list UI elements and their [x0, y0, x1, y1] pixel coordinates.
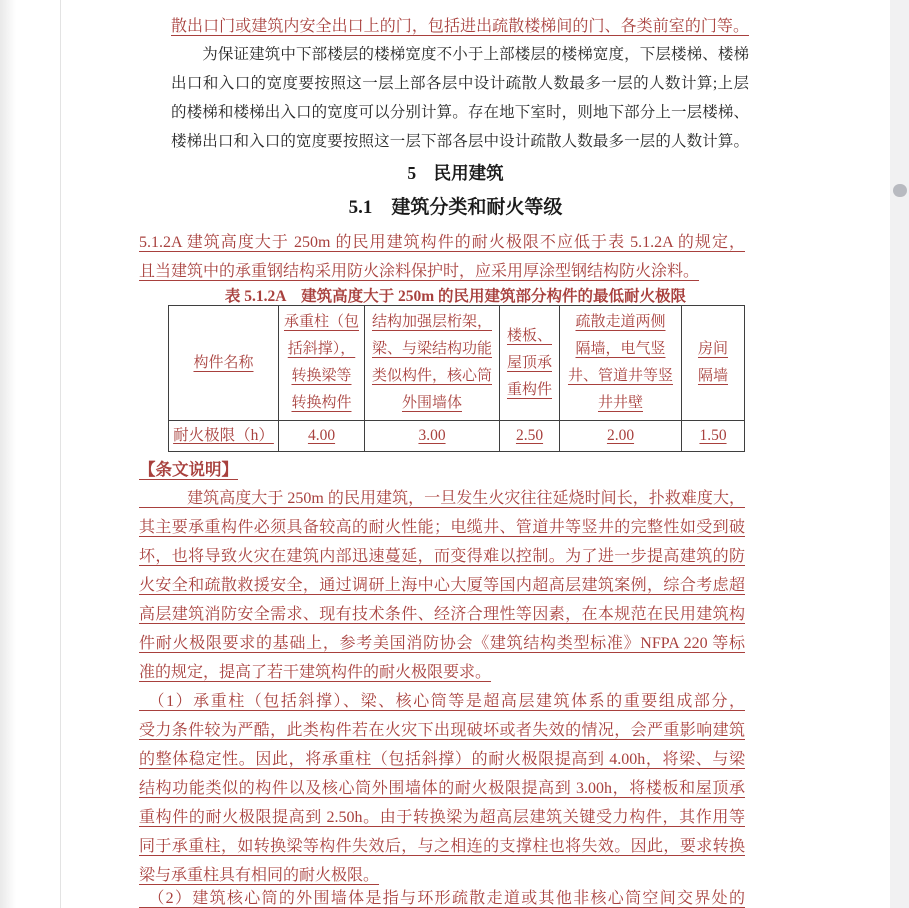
clause-5-1-2A-text	[139, 228, 745, 286]
text-line: 转换构件	[291, 395, 352, 411]
text-line: 件耐火极限要求的基础上，参考美国消防协会《建筑结构类型标准》NFPA 220 等标	[139, 635, 745, 652]
text-line: 出口和入口的宽度要按照这一层上部各层中设计疏散人数最多一层的人数计算;上层	[171, 75, 749, 92]
text-line: 的楼梯和楼梯出入口的宽度可以分别计算。存在地下室时，则地下部分上一层楼梯、	[171, 104, 749, 121]
text-line: 散出口门或建筑内安全出口上的门，包括进出疏散楼梯间的门、各类前室的门等。	[171, 18, 749, 35]
text-line: 的整体稳定性。因此，将承重柱（包括斜撑）的耐火极限提高到 4.00h，将梁、与梁	[139, 751, 745, 768]
table-value-cell: 4.00	[279, 421, 365, 451]
text-line: （2）建筑核心筒的外围墙体是指与环形疏散走道或其他非核心筒空间交界处的	[139, 890, 745, 907]
text-line: 外围墙体	[401, 395, 462, 411]
commentary-paragraph-3	[139, 884, 745, 908]
table-header-cell-corridor-shaft-wall	[560, 306, 682, 421]
text-line: 楼梯出口和入口的宽度要按照这一层下部各层中设计疏散人数最多一层的人数计算。	[171, 133, 749, 150]
text-line: 承重柱（包	[283, 314, 359, 330]
text-line: 坏，也将导致火灾在建筑内部迅速蔓延，而变得难以控制。为了进一步提高建筑的防	[139, 548, 745, 565]
text-line: 梁与承重柱具有相同的耐火极限。	[139, 867, 380, 884]
body-paragraph	[171, 40, 749, 156]
table-value-cell: 1.50	[699, 427, 727, 444]
text-line: 构件名称	[193, 354, 254, 371]
table-title: 表 5.1.2A 建筑高度大于 250m 的民用建筑部分构件的最低耐火极限	[224, 288, 687, 305]
page-edge-shadow	[0, 0, 16, 908]
table-row-label: 耐火极限（h）	[169, 421, 279, 451]
commentary-label: 【条文说明】	[139, 460, 238, 479]
text-line: 受力条件较为严酷，此类构件若在火灾下出现破坏或者失效的情况，会严重影响建筑	[139, 722, 745, 739]
table-header-cell-floor-roof	[500, 306, 560, 421]
text-line: 5.1.2A 建筑高度大于 250m 的民用建筑构件的耐火极限不应低于表 5.1.2A 的规定，	[139, 234, 745, 251]
commentary-paragraph-1	[139, 484, 745, 687]
scrollbar-thumb[interactable]	[893, 184, 907, 197]
text-line: 井、管道井等竖	[567, 368, 673, 384]
text-line: 井井壁	[597, 395, 643, 411]
table-header-row	[169, 306, 744, 421]
text-line: 房间	[697, 341, 728, 357]
table-value-cell: 3.00	[365, 421, 500, 451]
text-line: 楼板、	[506, 327, 552, 344]
text-line: 准的规定，提高了若干建筑构件的耐火极限要求。	[139, 664, 492, 681]
text-line: 隔墙，电气竖	[575, 341, 666, 357]
commentary-paragraph-2	[139, 687, 745, 890]
text-line: 火安全和疏散救援安全，通过调研上海中心大厦等国内超高层建筑案例，综合考虑超	[139, 577, 745, 594]
revision-text-overflow-line	[171, 12, 749, 41]
text-line: 高层建筑消防安全需求、现有技术条件、经济合理性等因素，在本规范在民用建筑构	[139, 606, 745, 623]
text-line: 其主要承重构件必须具备较高的耐火性能；电缆井、管道井等竖井的完整性如受到破	[139, 519, 745, 536]
text-line: 隔墙	[697, 368, 728, 384]
fire-resistance-table	[168, 305, 745, 452]
table-data-row	[169, 421, 744, 451]
text-line: 屋顶承	[506, 354, 552, 371]
text-line: 同于承重柱，如转换梁等构件失效后，与之相连的支撑柱也将失效。因此，要求转换	[139, 838, 745, 855]
table-header-cell-room-partition	[682, 306, 744, 421]
text-line: 为保证建筑中下部楼层的楼梯宽度不小于上部楼层的楼梯宽度，下层楼梯、楼梯	[171, 46, 749, 63]
text-line: 括斜撑），	[287, 341, 356, 357]
text-line: （1）承重柱（包括斜撑）、梁、核心筒等是超高层建筑体系的重要组成部分，	[139, 693, 745, 710]
text-line: 结构功能类似的构件以及核心筒外围墙体的耐火极限提高到 3.00h，将楼板和屋顶承	[139, 780, 745, 797]
chapter-heading: 5 民用建筑	[407, 163, 504, 183]
table-value-cell: 2.00	[560, 421, 682, 451]
section-heading: 5.1 建筑分类和耐火等级	[348, 197, 563, 218]
text-line: 重构件	[506, 381, 552, 398]
text-line: 梁、与梁结构功能	[371, 341, 492, 357]
table-value-cell: 2.50	[500, 421, 560, 451]
text-line: 建筑高度大于 250m 的民用建筑，一旦发生火灾往往延烧时间长，扑救难度大，	[139, 490, 745, 507]
text-line: 重构件的耐火极限提高到 2.50h。由于转换梁为超高层建筑关键受力构件，其作用等	[139, 809, 745, 826]
text-line: 转换梁等	[291, 368, 352, 384]
scrollbar-track[interactable]	[890, 0, 909, 908]
text-line: 疏散走道两侧	[575, 314, 666, 330]
table-header-cell-truss-beam-corewall	[365, 306, 500, 421]
table-header-cell-component-name	[169, 306, 279, 421]
text-line: 结构加强层桁架，	[371, 314, 492, 330]
table-header-cell-load-bearing-column	[279, 306, 365, 421]
text-line: 类似构件，核心筒	[371, 368, 492, 384]
text-line: 且当建筑中的承重钢结构采用防火涂料保护时，应采用厚涂型钢结构防火涂料。	[139, 263, 700, 280]
document-page	[60, 0, 891, 908]
